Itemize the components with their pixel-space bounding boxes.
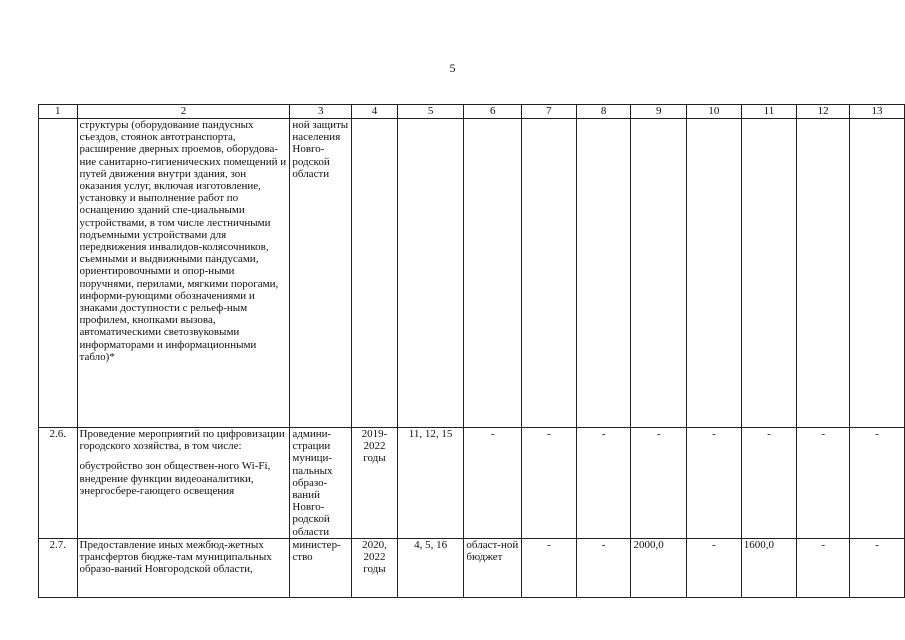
- row-executor: ной защиты населения Новго-родской области: [290, 119, 352, 428]
- row-cell-9: [631, 119, 686, 428]
- header-cell: 6: [464, 105, 522, 119]
- row-years: 2019-2022 годы: [352, 428, 398, 539]
- row-cell-11: 1600,0: [741, 539, 796, 598]
- row-cell-9: 2000,0: [631, 539, 686, 598]
- row-number: 2.7.: [39, 539, 78, 598]
- description-paragraph: структуры (оборудование пандусных съездов, стоянок автотранспорта, расширение дверных проемов, оборудова-ние санитарно-гигиенических помещений и путей движения внутри здания, зон оказания услуг, включая изготовление, установку и выполнение работ по оснащению зданий спе-циальными устройствами, в том числе лестничными подъемными устройствами для передвижения инвалидов-колясочников, съемными и выдвижными пандусами, ориентировочными и опор-ными поручнями, перилами, мягкими порогами, информи-рующими обозначениями и знаками доступности с рельеф-ным профилем, кнопками вызова, автоматическими светозвуковыми информаторами и информационными табло)*: [79, 119, 287, 363]
- header-cell: 3: [290, 105, 352, 119]
- row-cell-10: -: [686, 428, 741, 539]
- header-cell: 4: [352, 105, 398, 119]
- row-cell-8: [576, 119, 631, 428]
- row-source: [464, 119, 522, 428]
- row-cell-8: -: [576, 428, 631, 539]
- row-cell-13: -: [850, 539, 905, 598]
- row-cell-11: -: [741, 428, 796, 539]
- row-indicators: 11, 12, 15: [397, 428, 464, 539]
- row-cell-12: [797, 119, 850, 428]
- row-number: [39, 119, 78, 428]
- row-cell-7: -: [521, 539, 576, 598]
- row-cell-10: [686, 119, 741, 428]
- table-row: [39, 428, 905, 539]
- header-cell: 2: [77, 105, 290, 119]
- page-number: 5: [449, 61, 456, 75]
- row-cell-12: -: [797, 428, 850, 539]
- row-indicators: 4, 5, 16: [397, 539, 464, 598]
- header-cell: 13: [850, 105, 905, 119]
- row-cell-9: -: [631, 428, 686, 539]
- row-executor: министер-ство: [290, 539, 352, 598]
- row-years: [352, 119, 398, 428]
- header-cell: 12: [797, 105, 850, 119]
- row-cell-7: [521, 119, 576, 428]
- table-row: [39, 119, 905, 428]
- row-cell-13: [850, 119, 905, 428]
- program-table: [38, 104, 905, 598]
- row-description: [77, 539, 290, 598]
- description-paragraph: обустройство зон обществен-ного Wi-Fi, внедрение функции видеоаналитики, энергосбере-гающего освещения: [79, 460, 271, 497]
- row-description: [77, 428, 290, 539]
- row-description: [77, 119, 290, 428]
- row-cell-11: [741, 119, 796, 428]
- row-years: 2020, 2022 годы: [352, 539, 398, 598]
- row-executor: админи-страции муници-пальных образо-ваний Новго-родской области: [290, 428, 352, 539]
- row-source: област-ной бюджет: [464, 539, 522, 598]
- row-cell-7: -: [521, 428, 576, 539]
- row-cell-13: -: [850, 428, 905, 539]
- table-row: [39, 539, 905, 598]
- row-cell-10: -: [686, 539, 741, 598]
- header-cell: 11: [741, 105, 796, 119]
- header-cell: 7: [521, 105, 576, 119]
- description-paragraph: Проведение мероприятий по цифровизации городского хозяйства, в том числе:: [79, 428, 285, 453]
- row-indicators: [397, 119, 464, 428]
- header-cell: 1: [39, 105, 78, 119]
- header-cell: 5: [397, 105, 464, 119]
- row-cell-8: -: [576, 539, 631, 598]
- header-cell: 9: [631, 105, 686, 119]
- row-number: 2.6.: [39, 428, 78, 539]
- header-cell: 8: [576, 105, 631, 119]
- row-source: -: [464, 428, 522, 539]
- row-cell-12: -: [797, 539, 850, 598]
- header-row: [39, 105, 905, 119]
- header-cell: 10: [686, 105, 741, 119]
- description-paragraph: Предоставление иных межбюд-жетных трансфертов бюдже-там муниципальных образо-ваний Новгородской области,: [79, 539, 272, 576]
